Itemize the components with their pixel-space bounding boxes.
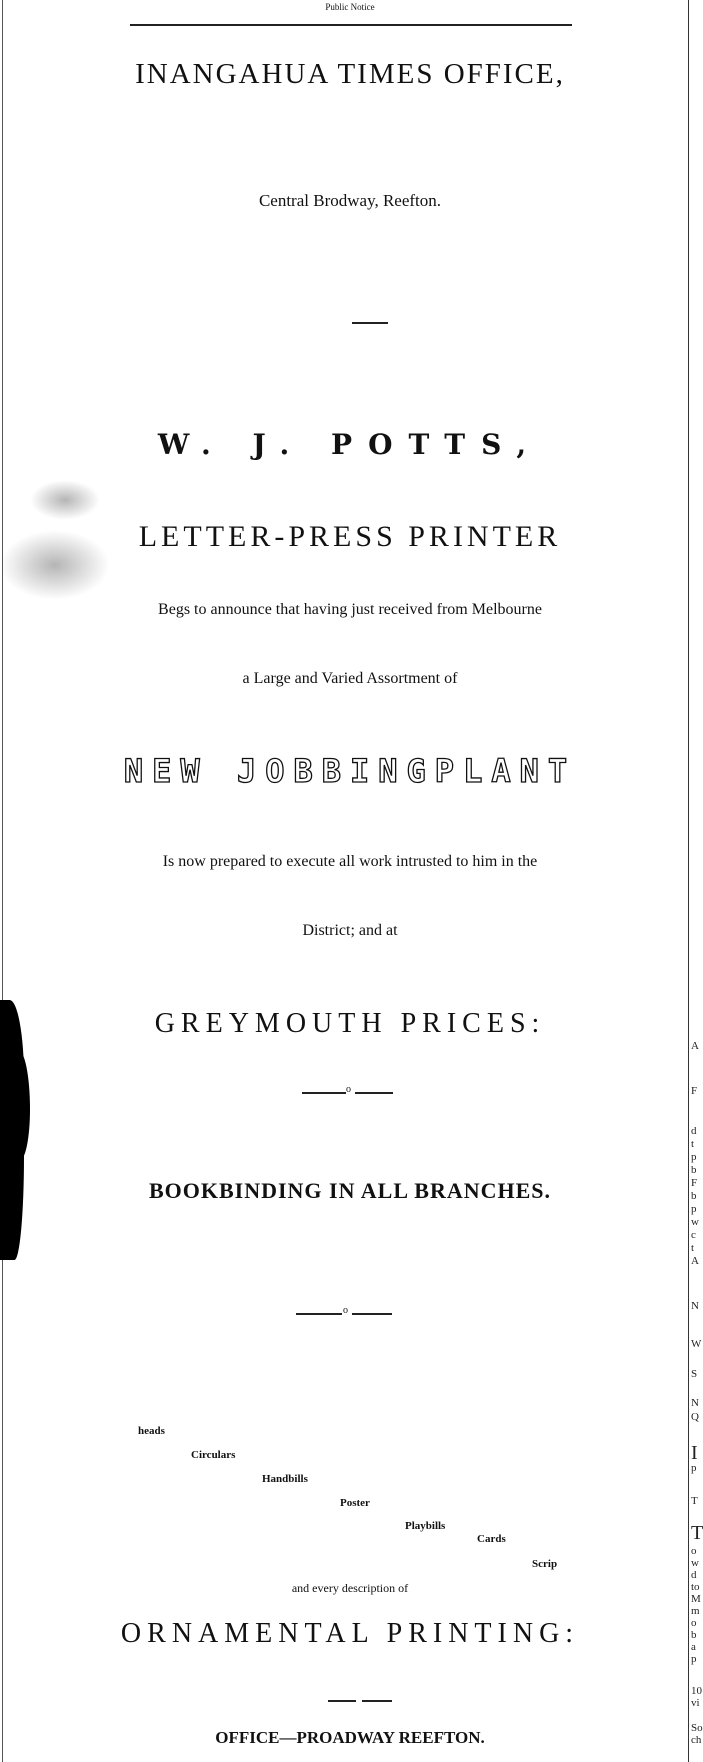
margin-fragment: a <box>691 1641 696 1653</box>
divider-left <box>328 1700 356 1702</box>
margin-fragment: w <box>691 1557 699 1569</box>
margin-fragment: A <box>691 1040 699 1052</box>
margin-fragment: p <box>691 1653 697 1665</box>
divider-left <box>302 1092 346 1094</box>
margin-fragment: vi <box>691 1697 700 1709</box>
divider-glyph: o <box>346 1084 351 1095</box>
short-rule <box>352 322 388 324</box>
service-item: Circulars <box>191 1449 236 1461</box>
margin-fragment: o <box>691 1617 697 1629</box>
margin-fragment: w <box>691 1216 699 1228</box>
announcement-line-1: Begs to announce that having just received from Melbourne <box>158 601 542 618</box>
service-item: heads <box>138 1425 165 1437</box>
margin-fragment: p <box>691 1203 697 1215</box>
divider-right <box>362 1700 392 1702</box>
margin-fragment: t <box>691 1242 695 1254</box>
left-column-rule <box>2 0 3 1762</box>
margin-fragment: to <box>691 1581 700 1593</box>
margin-fragment: d <box>691 1125 697 1137</box>
services-tail: and every description of <box>291 1581 409 1595</box>
margin-fragment: Q <box>691 1411 699 1423</box>
trade-title: LETTER-PRESS PRINTER <box>138 520 562 553</box>
margin-fragment: o <box>691 1545 697 1557</box>
ink-blot <box>8 1050 30 1160</box>
service-item: Cards <box>477 1533 506 1545</box>
section-label: Public Notice <box>325 2 375 12</box>
margin-fragment: So <box>691 1722 703 1734</box>
margin-fragment: b <box>691 1629 697 1641</box>
announcement-line-2: a Large and Varied Assortment of <box>242 670 458 687</box>
divider-right <box>352 1313 392 1315</box>
margin-fragment: c <box>691 1229 696 1241</box>
margin-fragment: 10 <box>691 1685 702 1697</box>
service-item: Playbills <box>405 1520 446 1532</box>
divider-glyph: o <box>343 1305 348 1316</box>
right-column-rule <box>688 0 689 1762</box>
bookbinding-headline: BOOKBINDING IN ALL BRANCHES. <box>148 1178 552 1203</box>
margin-fragment: T <box>691 1522 703 1544</box>
divider-left <box>296 1313 342 1315</box>
announcement-line-3: Is now prepared to execute all work intrusted to him in the <box>162 853 538 870</box>
service-item: Scrip <box>532 1558 558 1570</box>
ink-smudge <box>30 480 100 520</box>
margin-fragment: d <box>691 1569 697 1581</box>
margin-fragment: N <box>691 1300 699 1312</box>
service-item: Poster <box>340 1497 370 1509</box>
margin-fragment: ch <box>691 1734 702 1746</box>
service-item: Handbills <box>262 1473 308 1485</box>
greymouth-prices: GREYMOUTH PRICES: <box>154 1008 546 1039</box>
margin-fragment: p <box>691 1462 697 1474</box>
margin-fragment: N <box>691 1397 699 1409</box>
office-address: OFFICE—PROADWAY REEFTON. <box>215 1728 485 1747</box>
margin-fragment: S <box>691 1368 698 1380</box>
ornamental-printing-headline: ORNAMENTAL PRINTING: <box>120 1618 580 1649</box>
proprietor-name: W. J. POTTS, <box>157 428 543 461</box>
margin-fragment: I <box>691 1442 698 1464</box>
margin-fragment: m <box>691 1605 700 1617</box>
margin-fragment: F <box>691 1085 698 1097</box>
margin-fragment: b <box>691 1190 697 1202</box>
masthead-address: Central Brodway, Reefton. <box>258 191 442 210</box>
announcement-line-4: District; and at <box>302 922 398 939</box>
margin-fragment: M <box>691 1593 701 1605</box>
margin-fragment: F <box>691 1177 698 1189</box>
divider-right <box>355 1092 393 1094</box>
jobbing-plant-headline: NEW JOBBINGPLANT <box>123 752 577 790</box>
margin-fragment: p <box>691 1151 697 1163</box>
margin-fragment: W <box>691 1338 702 1350</box>
margin-fragment: t <box>691 1138 695 1150</box>
masthead-title: INANGAHUA TIMES OFFICE, <box>135 58 565 90</box>
header-rule <box>130 24 572 26</box>
margin-fragment: b <box>691 1164 697 1176</box>
margin-fragment: T <box>691 1495 698 1507</box>
margin-fragment: A <box>691 1255 699 1267</box>
